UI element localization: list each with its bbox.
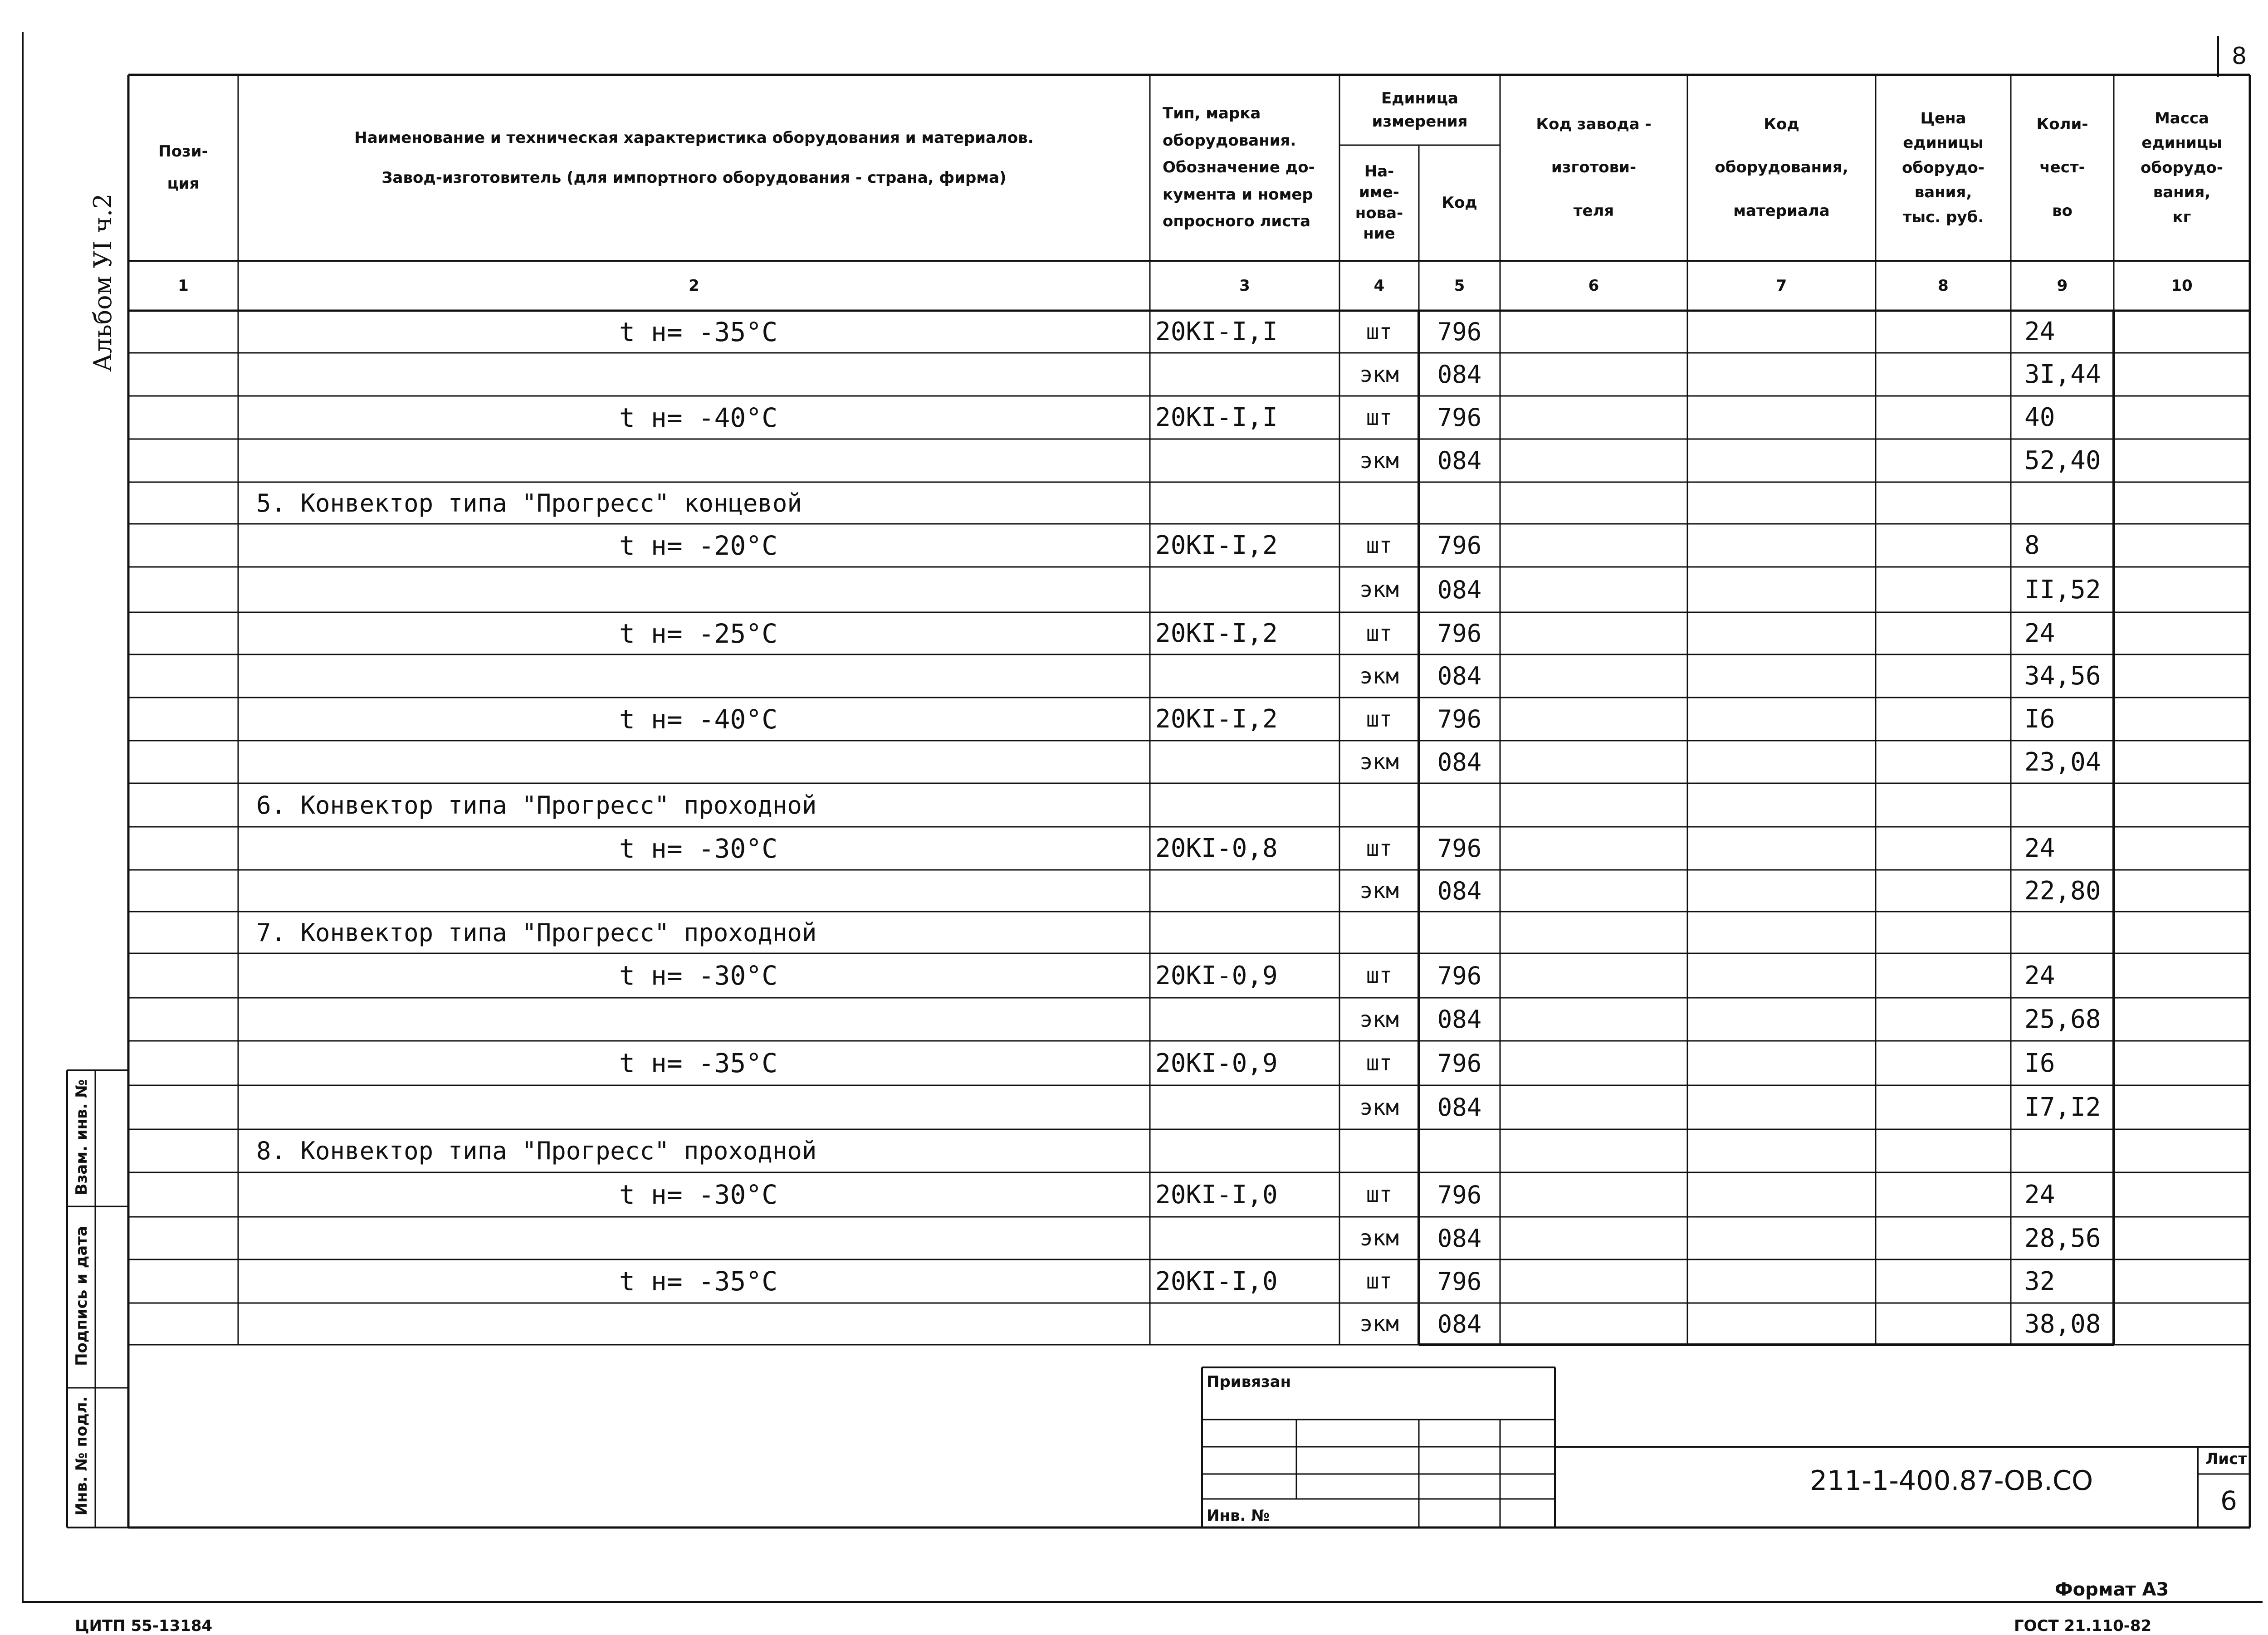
row-unit-code: 084 xyxy=(1437,1224,1482,1253)
row-unit: экм xyxy=(1359,878,1399,903)
row-unit: экм xyxy=(1359,577,1399,602)
row-quantity: 22,80 xyxy=(2024,876,2101,906)
row-unit-code: 796 xyxy=(1437,403,1482,432)
header-unit-name: На- име- нова- ние xyxy=(1355,162,1403,243)
row-unit-code: 084 xyxy=(1437,876,1482,905)
row-unit-code: 084 xyxy=(1437,1005,1482,1034)
row-quantity: I6 xyxy=(2024,1048,2055,1078)
row-quantity: 25,68 xyxy=(2024,1005,2101,1034)
header-price: Цена единицы оборудо- вания, тыс. руб. xyxy=(1902,109,1984,226)
side-stamp-label: Подпись и дата xyxy=(73,1226,91,1366)
row-quantity: 8 xyxy=(2024,531,2040,560)
side-stamp-label: Взам. инв. № xyxy=(73,1079,91,1196)
row-type: 20КI-I,0 xyxy=(1155,1180,1278,1210)
row-quantity: 38,08 xyxy=(2024,1309,2101,1339)
row-unit-code: 084 xyxy=(1437,446,1482,475)
column-number: 8 xyxy=(1938,276,1949,295)
row-unit: шт xyxy=(1366,706,1393,732)
row-quantity: 32 xyxy=(2024,1266,2055,1296)
row-unit: шт xyxy=(1366,405,1393,430)
row-quantity: I6 xyxy=(2024,704,2055,734)
row-unit-code: 796 xyxy=(1437,1180,1482,1209)
row-unit: экм xyxy=(1359,448,1399,473)
row-name: t н= -20°C xyxy=(619,530,778,561)
row-quantity: 24 xyxy=(2024,834,2055,863)
row-quantity: 34,56 xyxy=(2024,661,2101,691)
row-unit-code: 796 xyxy=(1437,531,1482,560)
row-type: 20КI-0,9 xyxy=(1155,1048,1278,1078)
column-number: 10 xyxy=(2171,276,2193,295)
row-name: t н= -25°C xyxy=(619,618,778,649)
row-name: t н= -35°C xyxy=(619,316,778,347)
row-quantity: 52,40 xyxy=(2024,446,2101,475)
row-unit: шт xyxy=(1366,1269,1393,1294)
row-type: 20КI-I,2 xyxy=(1155,619,1278,648)
row-unit: шт xyxy=(1366,1050,1393,1076)
header-equipment-code: Код оборудования, материала xyxy=(1715,115,1848,220)
row-unit-code: 796 xyxy=(1437,705,1482,733)
row-unit-code: 084 xyxy=(1437,575,1482,604)
inv-number-label: Инв. № xyxy=(1207,1507,1270,1525)
row-quantity: 28,56 xyxy=(2024,1223,2101,1253)
row-quantity: 24 xyxy=(2024,619,2055,648)
privyazan-label: Привязан xyxy=(1207,1373,1291,1391)
row-name: t н= -35°C xyxy=(619,1048,778,1079)
row-quantity: II,52 xyxy=(2024,575,2101,605)
row-unit: шт xyxy=(1366,963,1393,988)
row-name: t н= -40°C xyxy=(619,402,778,433)
header-type: Тип, марка оборудования. Обозначение до- кумента и номер опросного листа xyxy=(1163,104,1315,231)
row-unit: шт xyxy=(1366,319,1393,345)
row-unit: шт xyxy=(1366,835,1393,861)
row-quantity: 24 xyxy=(2024,317,2055,347)
column-number: 5 xyxy=(1454,276,1465,295)
header-plant-code: Код завода - изготови- теля xyxy=(1536,115,1652,220)
row-unit: экм xyxy=(1359,663,1399,689)
row-unit-code: 084 xyxy=(1437,662,1482,690)
list-number: 6 xyxy=(2220,1485,2237,1516)
row-unit-code: 796 xyxy=(1437,317,1482,346)
row-unit: экм xyxy=(1359,1311,1399,1337)
row-unit-code: 796 xyxy=(1437,619,1482,648)
row-unit-code: 796 xyxy=(1437,1049,1482,1078)
side-stamp-label: Инв. № подл. xyxy=(73,1396,91,1516)
row-type: 20КI-I,2 xyxy=(1155,704,1278,734)
row-unit: экм xyxy=(1359,1006,1399,1032)
row-unit: экм xyxy=(1359,1094,1399,1120)
album-label: Альбом УI ч.2 xyxy=(88,193,117,372)
row-name: 6. Конвектор типа "Прогресс" проходной xyxy=(256,791,817,820)
column-number: 4 xyxy=(1374,276,1385,295)
row-unit: шт xyxy=(1366,620,1393,646)
row-quantity: 24 xyxy=(2024,961,2055,991)
row-type: 20КI-I,I xyxy=(1155,403,1278,432)
column-number: 2 xyxy=(689,276,699,295)
row-unit: экм xyxy=(1359,361,1399,387)
row-unit-code: 796 xyxy=(1437,961,1482,990)
row-unit: экм xyxy=(1359,1225,1399,1251)
row-quantity: 3I,44 xyxy=(2024,360,2101,389)
row-unit: шт xyxy=(1366,532,1393,558)
row-type: 20КI-0,8 xyxy=(1155,834,1278,863)
document-code: 211-1-400.87-ОВ.СО xyxy=(1810,1465,2093,1497)
row-name: t н= -35°C xyxy=(619,1266,778,1297)
row-name: t н= -30°C xyxy=(619,833,778,864)
row-name: t н= -40°C xyxy=(619,703,778,735)
header-unit-code: Код xyxy=(1442,194,1477,212)
format-label: Формат А3 xyxy=(2055,1579,2169,1600)
header-mass: Масса единицы оборудо- вания, кг xyxy=(2141,109,2223,226)
row-unit-code: 084 xyxy=(1437,360,1482,389)
footer-left-code: ЦИТП 55-13184 xyxy=(75,1617,213,1635)
column-number: 6 xyxy=(1588,276,1599,295)
row-name: 8. Конвектор типа "Прогресс" проходной xyxy=(256,1137,817,1165)
row-unit-code: 796 xyxy=(1437,1267,1482,1296)
row-name: 7. Конвектор типа "Прогресс" проходной xyxy=(256,918,817,947)
row-unit-code: 084 xyxy=(1437,1093,1482,1122)
row-unit-code: 796 xyxy=(1437,834,1482,863)
row-type: 20КI-I,0 xyxy=(1155,1266,1278,1296)
header-quantity: Коли- чест- во xyxy=(2036,115,2088,220)
header-unit-group: Единица измерения xyxy=(1372,89,1468,131)
header-position: Пози- ция xyxy=(158,142,208,193)
sheet-number: 8 xyxy=(2232,43,2247,70)
row-name: t н= -30°C xyxy=(619,960,778,991)
row-name: 5. Конвектор типа "Прогресс" концевой xyxy=(256,488,802,517)
column-number: 7 xyxy=(1776,276,1787,295)
row-quantity: 23,04 xyxy=(2024,747,2101,777)
row-unit: шт xyxy=(1366,1182,1393,1207)
list-label: Лист xyxy=(2205,1450,2247,1468)
row-quantity: 24 xyxy=(2024,1180,2055,1210)
row-quantity: I7,I2 xyxy=(2024,1093,2101,1122)
row-type: 20КI-I,I xyxy=(1155,317,1278,347)
footer-right-code: ГОСТ 21.110-82 xyxy=(2014,1617,2152,1635)
row-type: 20КI-I,2 xyxy=(1155,531,1278,560)
column-number: 9 xyxy=(2057,276,2068,295)
row-quantity: 40 xyxy=(2024,403,2055,432)
column-number: 1 xyxy=(178,276,189,295)
row-unit: экм xyxy=(1359,749,1399,775)
row-name: t н= -30°C xyxy=(619,1179,778,1210)
row-unit-code: 084 xyxy=(1437,747,1482,776)
header-name: Наименование и техническая характеристика оборудования и материалов. Завод-изготовитель (для импортного оборудования - страна, фирма) xyxy=(354,129,1034,187)
row-type: 20КI-0,9 xyxy=(1155,961,1278,991)
row-unit-code: 084 xyxy=(1437,1309,1482,1338)
column-number: 3 xyxy=(1239,276,1250,295)
